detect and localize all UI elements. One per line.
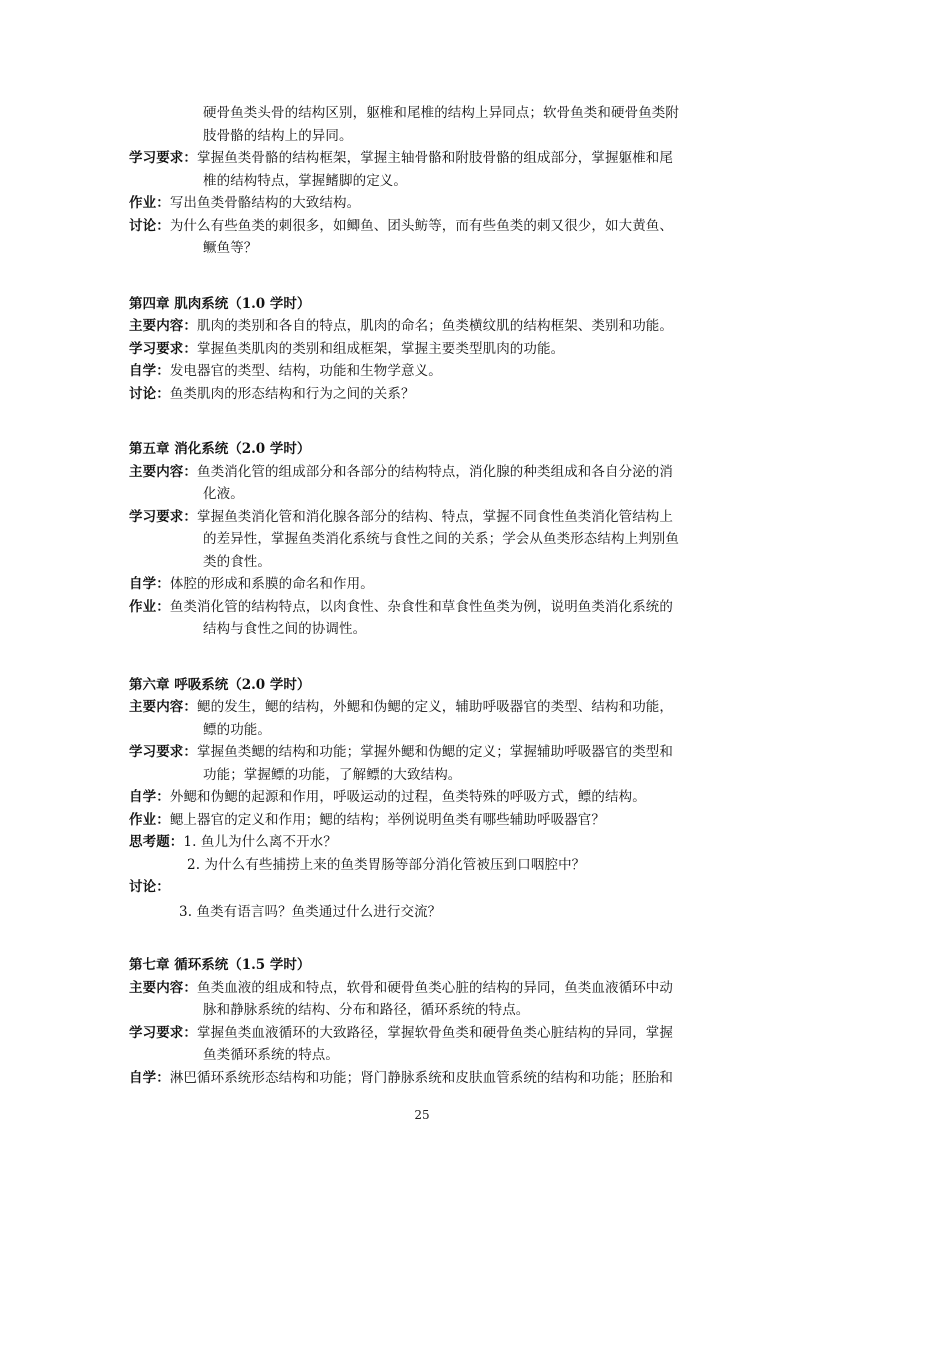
text: 掌握鱼类血液循环的大致路径，掌握软骨鱼类和硬骨鱼类心脏结构的异同，掌握 [197,1024,673,1041]
label: 学习要求： [129,1024,197,1041]
text: 鱼类消化管的组成部分和各部分的结构特点，消化腺的种类组成和各自分泌的消 [197,463,673,480]
prev-requirements [129,147,729,170]
ch7-main-content [129,977,729,1000]
text: 掌握鱼类消化管和消化腺各部分的结构、特点，掌握不同食性鱼类消化管结构上 [197,508,673,525]
chapter-6-title: 第六章 呼吸系统（2.0 学时） [129,676,311,693]
ch5-main-content [129,461,729,484]
label: 自学： [129,363,170,379]
ch7-requirements [129,1022,729,1045]
ch6-main-content-line-2: 鳔的功能。 [203,721,271,738]
text: 为什么有些鱼类的刺很多，如鲫鱼、团头鲂等，而有些鱼类的刺又很少，如大黄鱼、 [169,217,674,234]
ch6-requirements-line-2: 功能；掌握鳔的功能，了解鳔的大致结构。 [203,766,462,783]
prev-homework [129,192,729,215]
ch5-homework-line-2: 结构与食性之间的协调性。 [203,621,367,637]
ch6-thinking-question-2: 2. 为什么有些捕捞上来的鱼类胃肠等部分消化管被压到口咽腔中？ [187,856,586,873]
label: 主要内容： [129,318,197,334]
label: 作业： [129,598,170,615]
text: 鱼类消化管的结构特点，以肉食性、杂食性和草食性鱼类为例，说明鱼类消化系统的 [169,598,674,615]
label: 主要内容： [129,979,197,996]
label: 自学： [129,576,170,592]
ch4-main-content [129,315,729,338]
ch6-homework [129,809,729,832]
ch7-requirements-line-2: 鱼类循环系统的特点。 [203,1047,339,1063]
ch5-main-content-line-2: 化液。 [203,486,244,502]
prev-discussion [129,215,729,238]
ch6-discussion-label [129,876,729,899]
ch6-thinking-questions [129,831,729,854]
spacer [129,641,729,674]
label: 主要内容： [129,463,197,480]
ch6-self-study [129,786,729,809]
ch5-requirements [129,506,729,529]
text: 掌握鱼类肌肉的类别和组成框架，掌握主要类型肌肉的功能。 [197,340,565,357]
ch5-requirements-line-3: 类的食性。 [203,553,271,570]
label: 作业： [129,195,170,211]
label: 自学： [129,1069,170,1086]
text: 发电器官的类型、结构，功能和生物学意义。 [169,363,442,379]
label: 主要内容： [129,699,197,715]
text: 淋巴循环系统形态结构和功能；肾门静脉系统和皮肤血管系统的结构和功能；胚胎和 [169,1069,674,1086]
label: 学习要求： [129,340,197,357]
ch4-self-study [129,360,729,383]
ch4-discussion [129,383,729,406]
label: 学习要求： [129,508,197,525]
label: 思考题： [129,834,184,850]
ch6-discussion-question: 3. 鱼类有语言吗？鱼类通过什么进行交流？ [179,903,442,920]
text: 鱼类血液的组成和特点，软骨和硬骨鱼类心脏的结构的异同，鱼类血液循环中动 [197,979,673,996]
ch6-requirements [129,741,729,764]
ch5-self-study [129,573,729,596]
text: 掌握鱼类骨骼的结构框架，掌握主轴骨骼和附肢骨骼的组成部分，掌握躯椎和尾 [197,150,673,166]
text: 1. 鱼儿为什么离不开水？ [183,834,337,850]
text: 鳃的发生，鳃的结构，外鳃和伪鳃的定义，辅助呼吸器官的类型、结构和功能， [197,699,673,715]
label: 自学： [129,789,170,805]
label: 讨论： [129,879,170,895]
text: 鱼类肌肉的形态结构和行为之间的关系？ [169,385,415,402]
page-content [129,102,729,1089]
chapter-4-title: 第四章 肌肉系统（1.0 学时） [129,295,311,312]
text: 掌握鱼类鳃的结构和功能；掌握外鳃和伪鳃的定义；掌握辅助呼吸器官的类型和 [197,744,673,760]
prev-main-line-2: 肢骨骼的结构上的异同。 [203,127,353,144]
label: 作业： [129,811,170,828]
text: 肌肉的类别和各自的特点，肌肉的命名；鱼类横纹肌的结构框架、类别和功能。 [197,318,673,334]
text: 鳃上器官的定义和作用；鳃的结构；举例说明鱼类有哪些辅助呼吸器官？ [169,811,606,828]
ch7-main-content-line-2: 脉和静脉系统的结构、分布和路径，循环系统的特点。 [203,1002,530,1018]
spacer [129,260,729,293]
ch5-homework [129,596,729,619]
text: 外鳃和伪鳃的起源和作用，呼吸运动的过程，鱼类特殊的呼吸方式，鳔的结构。 [169,789,646,805]
label: 讨论： [129,385,170,402]
chapter-7-title: 第七章 循环系统（1.5 学时） [129,957,311,973]
page-number: 25 [414,1108,430,1122]
spacer [129,405,729,438]
prev-main-line-1: 硬骨鱼类头骨的结构区别，躯椎和尾椎的结构上异同点；软骨鱼类和硬骨鱼类附 [203,105,679,121]
label: 学习要求： [129,150,197,166]
prev-discussion-line-2: 鳜鱼等？ [203,240,258,256]
spacer [129,923,729,954]
label: 讨论： [129,217,170,234]
ch7-self-study [129,1067,729,1090]
ch5-requirements-line-2: 的差异性，掌握鱼类消化系统与食性之间的关系；学会从鱼类形态结构上判别鱼 [203,531,679,547]
ch4-requirements [129,338,729,361]
prev-requirements-line-2: 椎的结构特点，掌握鳍脚的定义。 [203,172,407,189]
text: 写出鱼类骨骼结构的大致结构。 [169,195,361,211]
text: 体腔的形成和系膜的命名和作用。 [169,576,374,592]
label: 学习要求： [129,744,197,760]
ch6-main-content [129,696,729,719]
chapter-5-title: 第五章 消化系统（2.0 学时） [129,441,311,457]
